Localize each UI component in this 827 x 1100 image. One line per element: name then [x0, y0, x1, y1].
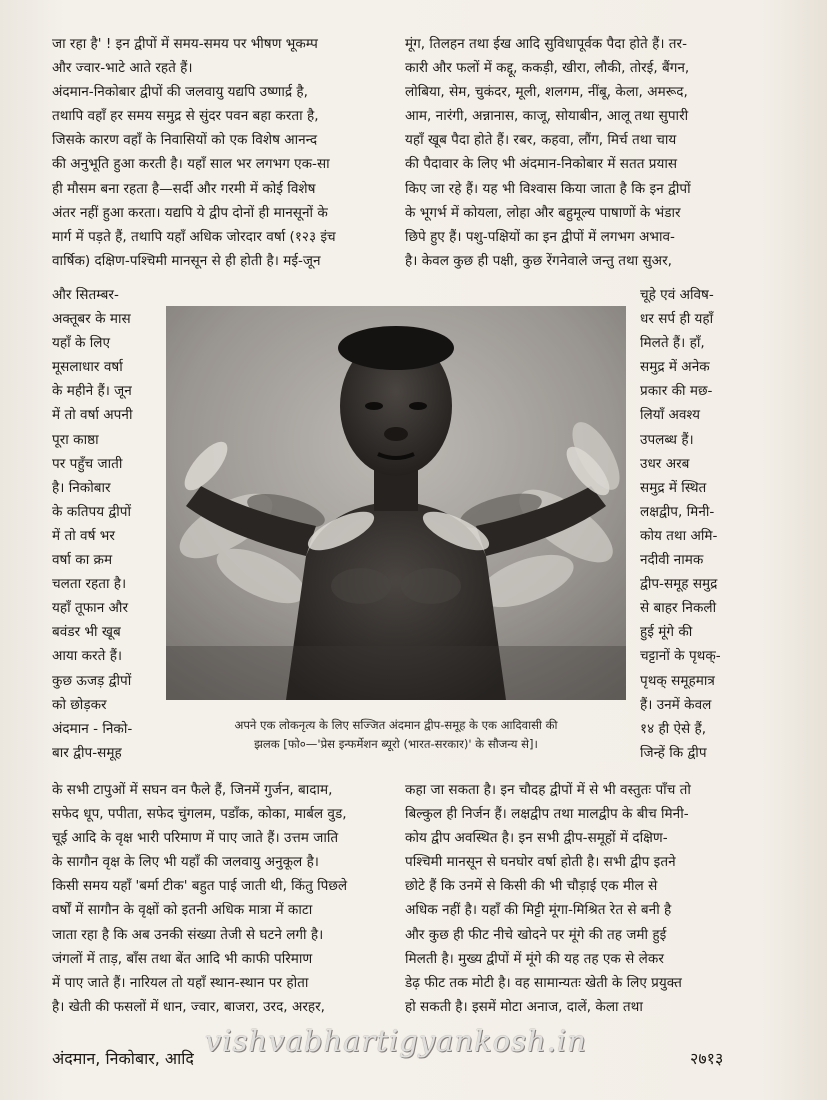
text-line: और कुछ ही फीट नीचे खोदने पर मूंगे की तह जमी हुई	[405, 926, 667, 943]
text-line: लियाँ अवश्य	[640, 407, 701, 424]
text-line: १४ ही ऐसे हैं,	[640, 720, 707, 737]
text-line: हुई मूंगे की	[640, 624, 693, 641]
text-line: डेढ़ फीट तक मोटी है। वह सामान्यतः खेती के लिए प्रयुक्त	[405, 974, 682, 991]
text-line: के महीने हैं। जून	[52, 383, 132, 400]
text-line: मिलते हैं। हाँ,	[640, 335, 705, 352]
text-line: किसी समय यहाँ 'बर्मा टीक' बहुत पाई जाती थी, किंतु पिछले	[52, 878, 348, 895]
text-line: पश्चिमी मानसून से घनघोर वर्षा होती है। सभी द्वीप इतने	[405, 854, 676, 871]
text-line: प्रकार की मछ-	[640, 383, 713, 400]
text-line: समुद्र में स्थित	[640, 479, 707, 496]
text-line: यहाँ के लिए	[52, 335, 110, 352]
text-line: चलता रहता है।	[52, 576, 127, 593]
text-line: जंगलों में ताड़, बाँस तथा बेंत आदि भी काफी परिमाण	[52, 950, 313, 967]
text-line: अंतर नहीं हुआ करता। यद्यपि ये द्वीप दोनों ही मानसूनों के	[52, 204, 328, 221]
text-line: उधर अरब	[640, 455, 690, 472]
page-number: २७१३	[690, 1049, 724, 1068]
website-watermark: vishvabhartigyankosh.in	[205, 1024, 587, 1058]
text-line: अपने एक लोकनृत्य के लिए सज्जित अंदमान द्वीप-समूह के एक आदिवासी की	[234, 718, 558, 732]
text-line: के सागौन वृक्ष के लिए भी यहाँ की जलवायु अनुकूल है।	[52, 854, 319, 871]
text-line: अक्तूबर के मास	[52, 311, 131, 328]
text-line: अंदमान-निकोबार द्वीपों की जलवायु यद्यपि उष्णार्द्र है,	[52, 84, 308, 101]
text-line: में पाए जाते हैं। नारियल तो यहाँ स्थान-स्थान पर होता	[52, 974, 309, 991]
text-line: है। केवल कुछ ही पक्षी, कुछ रेंगनेवाले जन्तु तथा सुअर,	[405, 252, 672, 269]
text-line: ही मौसम बना रहता है—सर्दी और गरमी में कोई विशेष	[52, 180, 316, 197]
section-title-footer: अंदमान, निकोबार, आदि	[52, 1049, 194, 1068]
text-line: सफेद धूप, पपीता, सफेद चुंगलम, पडाँक, कोका, मार्बल वुड,	[52, 806, 347, 823]
text-line: चट्टानों के पृथक्-	[640, 648, 721, 665]
tribal-dancer-photo	[166, 306, 626, 700]
text-line: और सितम्बर-	[52, 287, 119, 303]
text-line: उपलब्ध हैं।	[640, 431, 694, 448]
text-line: पृथक् समूहमात्र	[640, 672, 715, 689]
text-line: बार द्वीप-समूह	[52, 744, 122, 761]
text-line: कुछ ऊजड़ द्वीपों	[52, 672, 132, 689]
text-line: आम, नारंगी, अन्नानास, काजू, सोयाबीन, आलू तथा सुपारी	[405, 108, 689, 125]
photo-caption	[166, 716, 626, 754]
text-line: यहाँ खूब पैदा होते हैं। रबर, कहवा, लौंग, मिर्च तथा चाय	[405, 132, 677, 149]
text-line: जाता रहा है कि अब उनकी संख्या तेजी से घटने लगी है।	[52, 926, 324, 943]
text-line: जिसके कारण वहाँ के निवासियों को एक विशेष आनन्द	[52, 132, 318, 149]
text-line: मूसलाधार वर्षा	[52, 359, 123, 376]
left-column-bottom-text	[52, 778, 397, 1019]
text-line: यहाँ तूफान और	[52, 600, 129, 617]
text-line: समुद्र में अनेक	[640, 359, 710, 376]
text-line: वर्षा का क्रम	[52, 552, 113, 569]
text-line: कहा जा सकता है। इन चौदह द्वीपों में से भी वस्तुतः पाँच तो	[405, 782, 691, 798]
text-line: छोटे हैं कि उनमें से किसी की भी चौड़ाई एक मील से	[405, 878, 658, 895]
photo-illustration	[166, 306, 626, 700]
text-line: लक्षद्वीप, मिनी-	[640, 503, 715, 520]
text-line: हो सकती है। इसमें मोटा अनाज, दालें, केला तथा	[405, 998, 643, 1015]
text-line: जा रहा है' ! इन द्वीपों में समय-समय पर भीषण भूकम्प	[52, 36, 318, 52]
text-line: वर्षों में सागौन के वृक्षों को इतनी अधिक मात्रा में काटा	[52, 902, 313, 919]
text-line: में तो वर्ष भर	[52, 527, 115, 544]
text-line: नदीवी नामक	[640, 552, 704, 569]
text-line: कोय द्वीप अवस्थित है। इन सभी द्वीप-समूहों में दक्षिण-	[405, 830, 668, 847]
text-line: लोबिया, सेम, चुकंदर, मूली, शलगम, नींबू, केला, अमरूद,	[405, 84, 688, 101]
text-line: अधिक नहीं है। यहाँ की मिट्टी मूंगा-मिश्रित रेत से बनी है	[405, 902, 672, 919]
text-line: के सभी टापुओं में सघन वन फैले हैं, जिनमें गुर्जन, बादाम,	[52, 782, 333, 798]
text-line: किए जा रहे हैं। यह भी विश्वास किया जाता है कि इन द्वीपों	[405, 180, 691, 197]
text-line: आया करते हैं।	[52, 648, 123, 665]
text-line: हैं। उनमें केवल	[640, 696, 712, 713]
text-line: मिलती है। मुख्य द्वीपों में मूंगे की यह तह एक से लेकर	[405, 950, 664, 967]
text-line: पर पहुँच जाती	[52, 455, 123, 472]
text-line: छिपे हुए हैं। पशु-पक्षियों का इन द्वीपों में लगभग अभाव-	[405, 228, 675, 245]
text-line: मूंग, तिलहन तथा ईख आदि सुविधापूर्वक पैदा होते हैं। तर-	[405, 36, 688, 52]
text-line: द्वीप-समूह समुद्र	[640, 576, 718, 593]
text-line: है। खेती की फसलों में धान, ज्वार, बाजरा, उरद, अरहर,	[52, 998, 325, 1015]
text-line: झलक [फो०—'प्रेस इन्फर्मेशन ब्यूरो (भारत-सरकार)' के सौजन्य से]।	[254, 737, 538, 751]
text-line: मार्ग में पड़ते हैं, तथापि यहाँ अधिक जोरदार वर्षा (१२३ इंच	[52, 228, 336, 245]
left-column-top-text	[52, 32, 392, 273]
left-narrow-column-text	[52, 283, 160, 765]
text-line: कोय तथा अमि-	[640, 527, 718, 544]
text-line: को छोड़कर	[52, 696, 107, 713]
text-line: धर सर्प ही यहाँ	[640, 311, 714, 328]
text-line: अंदमान - निको-	[52, 720, 133, 737]
right-narrow-column-text	[640, 283, 744, 765]
text-line: है। निकोबार	[52, 479, 111, 496]
right-column-bottom-text	[405, 778, 745, 1019]
right-column-top-text	[405, 32, 743, 273]
text-line: वार्षिक) दक्षिण-पश्चिमी मानसून से ही होती है। मई-जून	[52, 252, 321, 269]
text-line: बवंडर भी खूब	[52, 624, 121, 641]
text-line: के भूगर्भ में कोयला, लोहा और बहुमूल्य पाषाणों के भंडार	[405, 204, 681, 221]
text-line: की अनुभूति हुआ करती है। यहाँ साल भर लगभग एक-सा	[52, 156, 330, 173]
text-line: जिन्हें कि द्वीप	[640, 744, 707, 761]
text-line: चूई आदि के वृक्ष भारी परिमाण में पाए जाते हैं। उत्तम जाति	[52, 830, 339, 847]
text-line: के कतिपय द्वीपों	[52, 503, 131, 520]
text-line: तथापि वहाँ हर समय समुद्र से सुंदर पवन बहा करता है,	[52, 108, 319, 125]
text-line: पूरा काष्ठा	[52, 431, 99, 448]
text-line: कारी और फलों में कद्दू, ककड़ी, खीरा, लौकी, तोरई, बैंगन,	[405, 60, 690, 77]
text-line: में तो वर्षा अपनी	[52, 407, 133, 424]
text-line: चूहे एवं अविष-	[640, 287, 714, 303]
text-line: से बाहर निकली	[640, 600, 717, 617]
text-line: और ज्वार-भाटे आते रहते हैं।	[52, 60, 193, 77]
text-line: बिल्कुल ही निर्जन हैं। लक्षद्वीप तथा मालद्वीप के बीच मिनी-	[405, 806, 689, 823]
text-line: की पैदावार के लिए भी अंदमान-निकोबार में सतत प्रयास	[405, 156, 678, 173]
